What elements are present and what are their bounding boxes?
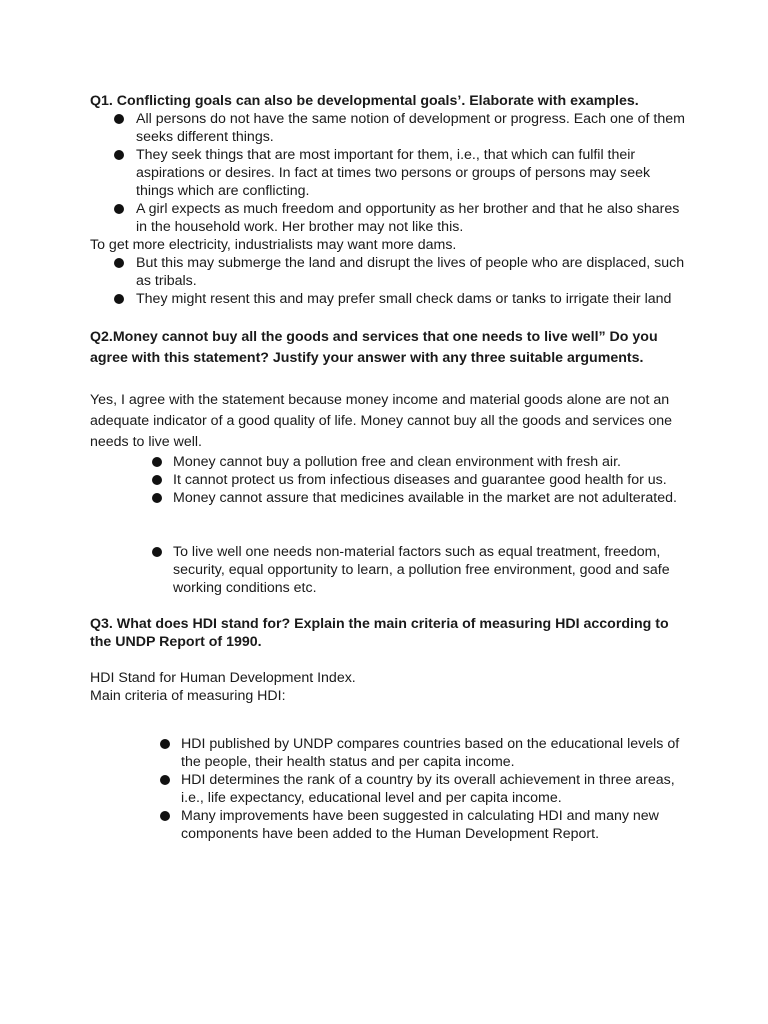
q1-bullet-list-a — [90, 110, 688, 236]
list-item: To live well one needs non-material factors such as equal treatment, freedom, security, equal opportunity to learn, a pollution free environment, good and safe working conditions etc. — [90, 543, 688, 597]
list-item: All persons do not have the same notion of development or progress. Each one of them seeks different things. — [90, 110, 688, 146]
q1-question: Q1. Conflicting goals can also be developmental goals’. Elaborate with examples. — [90, 93, 639, 109]
bullet-icon — [114, 150, 124, 160]
q2-answer: Yes, I agree with the statement because money income and material goods alone are not an adequate indicator of a good quality of life. Money cannot buy all the goods and services one needs to live well. — [90, 392, 673, 450]
bullet-icon — [114, 114, 124, 124]
bullet-icon — [160, 775, 170, 785]
q2-question: Q2.Money cannot buy all the goods and services that one needs to live well” Do you agree with this statement? Justify your answer with any three suitable arguments. — [90, 329, 658, 366]
q1-line: To get more electricity, industrialists may want more dams. — [90, 237, 457, 253]
q3-line2: Main criteria of measuring HDI: — [90, 688, 286, 704]
bullet-icon — [152, 457, 162, 467]
q3-bullet-list — [90, 735, 688, 843]
q2-bullet-list-a — [90, 453, 688, 507]
list-item: They seek things that are most important for them, i.e., that which can fulfil their aspirations or desires. In fact at times two persons or groups of persons may seek things which are conflicting. — [90, 146, 688, 200]
q3-question: Q3. What does HDI stand for? Explain the main criteria of measuring HDI according to the UNDP Report of 1990. — [90, 616, 669, 650]
bullet-icon — [152, 475, 162, 485]
list-item: Many improvements have been suggested in calculating HDI and many new components have been added to the Human Development Report. — [90, 807, 688, 843]
list-item: They might resent this and may prefer small check dams or tanks to irrigate their land — [90, 290, 688, 308]
list-item: But this may submerge the land and disrupt the lives of people who are displaced, such as tribals. — [90, 254, 688, 290]
q2-bullet-list-b — [90, 543, 688, 597]
list-item: Money cannot assure that medicines available in the market are not adulterated. — [90, 489, 688, 507]
bullet-icon — [114, 258, 124, 268]
bullet-icon — [114, 204, 124, 214]
list-item: Money cannot buy a pollution free and clean environment with fresh air. — [90, 453, 688, 471]
list-item: It cannot protect us from infectious diseases and guarantee good health for us. — [90, 471, 688, 489]
q1-bullet-list-b — [90, 254, 688, 308]
bullet-icon — [114, 294, 124, 304]
bullet-icon — [160, 811, 170, 821]
bullet-icon — [160, 739, 170, 749]
list-item: A girl expects as much freedom and opportunity as her brother and that he also shares in the household work. Her brother may not like this. — [90, 200, 688, 236]
list-item: HDI determines the rank of a country by its overall achievement in three areas, i.e., life expectancy, educational level and per capita income. — [90, 771, 688, 807]
bullet-icon — [152, 493, 162, 503]
bullet-icon — [152, 547, 162, 557]
list-item: HDI published by UNDP compares countries based on the educational levels of the people, their health status and per capita income. — [90, 735, 688, 771]
q3-line1: HDI Stand for Human Development Index. — [90, 670, 356, 686]
